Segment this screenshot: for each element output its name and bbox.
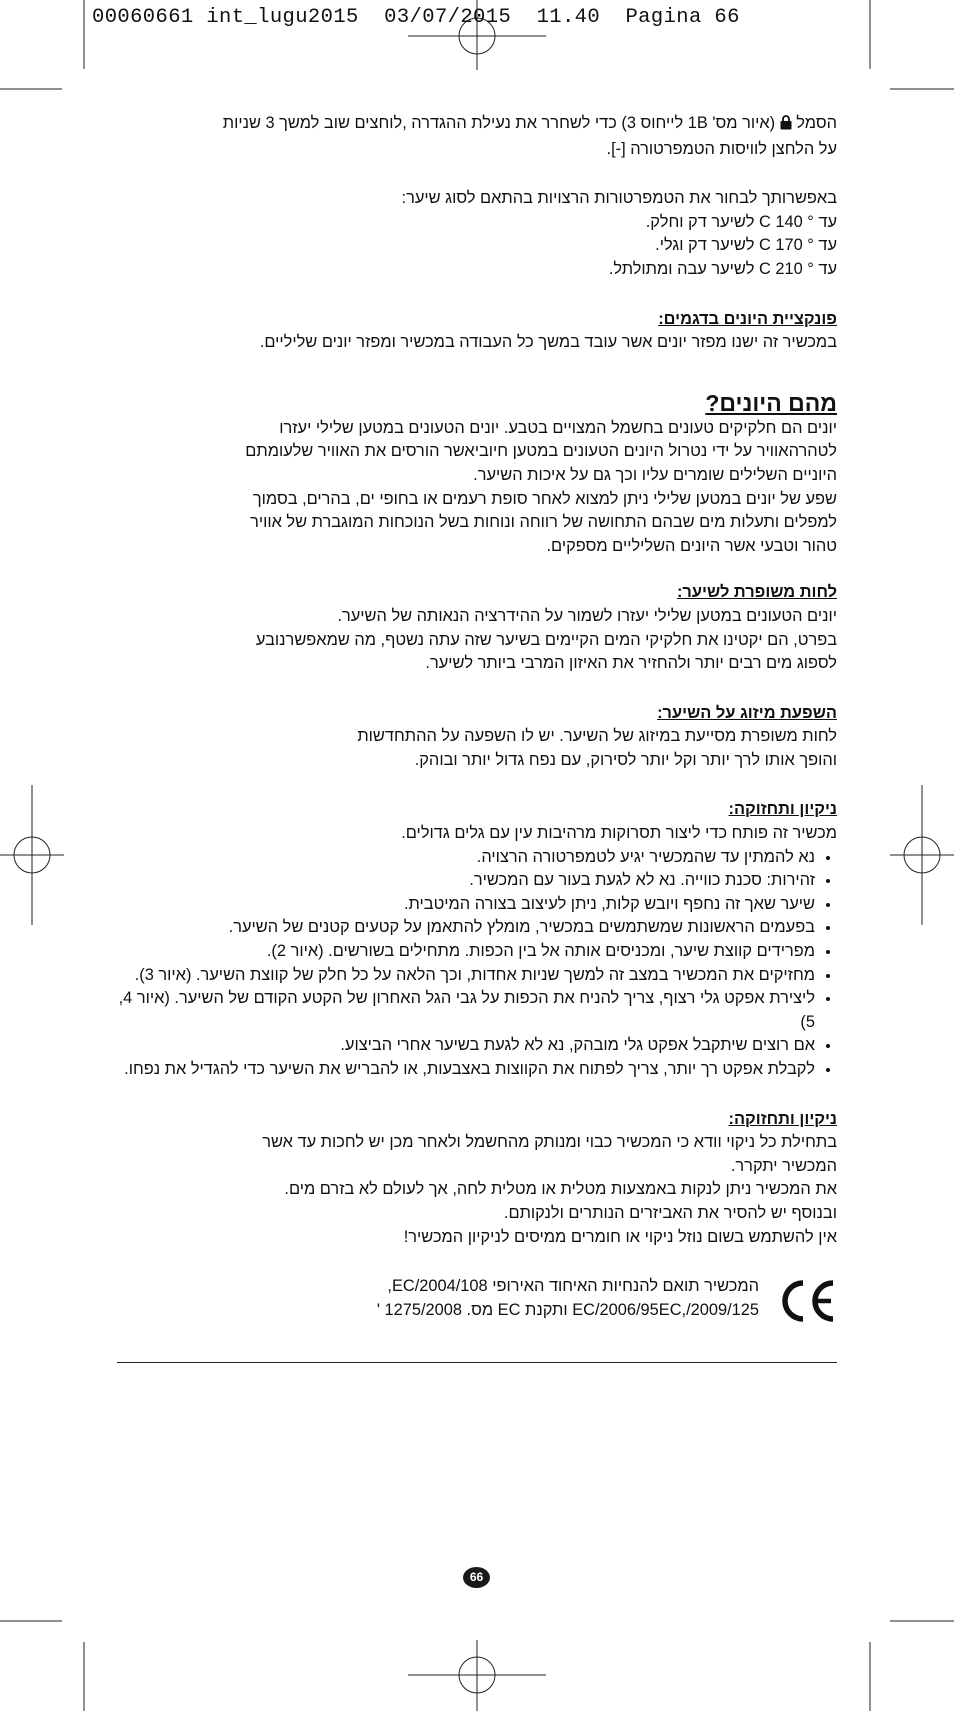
temperature-lead: באפשרותך לבחור את הטמפרטורות הרצויות בהתאם לסוג שיער: <box>401 189 837 208</box>
print-slug: 00060661 int_lugu2015 03/07/2015 11.40 Pagina 66 <box>92 6 740 29</box>
list-item: • זהירות: סכנת כווייה. נא לא לגעת בעור עם המכשיר. <box>112 869 815 893</box>
intro-line-1-text: (איור מס' 1B לייחוס 3) כדי לשחרר את נעילת ההגדרה ,לוחצים שוב למשך 3 שניות <box>222 114 776 132</box>
list-item: • לקבלת אפקט רך יותר, צריך לפתוח את הקווצות באצבעות, או להבריש את השיער כדי להגדיל את נפחו. <box>112 1058 815 1082</box>
moisture-line: לספוג מים רבים יותר ולהחזיר את האיזון המרבי ביותר לשיער. <box>425 654 837 673</box>
maintenance-section-1 <box>112 798 837 1081</box>
page-content <box>112 112 837 1331</box>
maintenance-heading-1: ניקיון ותחזוקה: <box>728 800 837 819</box>
what-ions-line: לטהרהאוויר על ידי נטרול היונים הטעונים במטען חיוביאשר הורסים את האוויר שלעומתם <box>245 442 837 461</box>
list-item: • ליצירת אפקט גלי רצוף, צריך להניח את הכפות על גבי הגל האחרון של הקטע הקודם של השיער. (איור 4, 5) <box>112 987 815 1034</box>
temperature-section <box>112 187 837 281</box>
ion-function-text: במכשיר זה ישנו מפזר יונים אשר עובד במשך כל העבודה במכשיר ומפזר יונים שליליים. <box>259 333 837 352</box>
temperature-item: עד ° C 170 לשיער דק וגלי. <box>655 236 837 255</box>
compliance-line-2: EC/2006/95EC,/2009/125 ותקנת EC מס. 1275/2008 ' <box>376 1300 759 1319</box>
compliance-text <box>377 1275 759 1322</box>
list-item: • שיער שאך זה נחפף ויובש קלות, ניתן לעיצוב בצורה המיטבית. <box>112 893 815 917</box>
list-item: • מחזיקים את המכשיר במצב זה למשך שניות אחדות, וכך הלאה על כל חלק של קווצת השיער. (איור 3). <box>112 964 815 988</box>
moisture-section <box>112 581 837 675</box>
what-ions-line: היוניים השלילים שומרים עליו וכך גם על איכות השיער. <box>473 465 837 484</box>
lock-icon <box>780 114 792 138</box>
footer-divider <box>117 1362 837 1363</box>
what-ions-line: למפלים ותעלות מים שבהם התחושה של רווחה ונוחות בשל הנוכחות המוגברת של אוויר <box>250 513 837 532</box>
page-number-badge: 66 <box>463 1567 490 1588</box>
styling-effect-heading: השפעת מיזוג על השיער: <box>657 703 837 722</box>
what-ions-heading: מהם היונים? <box>705 389 837 416</box>
cleaning-line: ובנוסף יש להסיר את האביזרים הנותרים ולנקותם. <box>503 1203 837 1222</box>
what-ions-line: שפע של יונים במטען שלילי ניתן למצוא לאחר סופת רעמים או בחופי ים, בהרים, בסמוך <box>252 489 837 508</box>
intro-symbol-label: הסמל <box>796 114 837 132</box>
intro-line-2: על הלחצן לוויסות הטמפרטורה [-]. <box>606 139 837 158</box>
intro-section <box>112 112 837 161</box>
styling-effect-line: לחות משופרת מסייעת במיזוג של השיער. יש לו השפעה על ההתחדשות <box>357 727 837 746</box>
moisture-heading: לחות משופרת לשיער: <box>676 583 837 602</box>
temperature-item: עד ° C 140 לשיער דק וחלק. <box>645 212 837 231</box>
maintenance-section-2 <box>112 1108 837 1250</box>
maintenance-heading-2: ניקיון ותחזוקה: <box>728 1109 837 1128</box>
maintenance-bullet-list <box>112 846 837 1082</box>
temperature-item: עד ° C 210 לשיער עבה ומתולתל. <box>608 259 837 278</box>
list-item: • בפעמים הראשונות שמשתמשים במכשיר, מומלץ להתאמן על קטעים קטנים של השיער. <box>112 916 815 940</box>
cleaning-line: המכשיר יתקרר. <box>730 1156 837 1175</box>
list-item: • אם רוצים שיתקבל אפקט גלי מובהק, נא לא לגעת בשיער אחרי הביצוע. <box>112 1034 815 1058</box>
list-item: • נא להמתין עד שהמכשיר יגיע לטמפרטורה הרצויה. <box>112 846 815 870</box>
compliance-line-1: המכשיר תואם להנחיות האיחוד האירופי EC/2004/108, <box>387 1277 759 1296</box>
ce-mark-icon <box>777 1279 837 1331</box>
ion-function-section <box>112 308 837 355</box>
styling-effect-section <box>112 702 837 773</box>
ion-function-heading: פונקציית היונים בדגמים: <box>658 309 837 328</box>
what-ions-section <box>112 389 837 559</box>
styling-effect-line: והופך אותו לרך יותר וקל יותר לסירוק, עם נפח גדול יותר ובוהק. <box>414 750 837 769</box>
compliance-block <box>112 1275 837 1331</box>
what-ions-line: טהור וטבעי אשר היונים השליליים מספקים. <box>546 536 837 555</box>
moisture-line: יונים הטעונים במטען שלילי יעזרו לשמור על ההידרציה הנאותה של השיער. <box>337 606 837 625</box>
cleaning-line: אין להשתמש בשום נוזל ניקוי או חומרים ממיסים לניקיון המכשיר! <box>403 1227 837 1246</box>
intro-line-1 <box>112 112 837 138</box>
what-ions-line: יונים הם חלקיקים טעונים בחשמל המצויים בטבע. יונים הטעונים במטען שלילי יעזרו <box>279 418 837 437</box>
maintenance-lead: מכשיר זה פותח כדי ליצור תסרוקות מרהיבות עין עם גלים גדולים. <box>401 824 837 843</box>
moisture-line: בפרט, הם יקטינו את חלקיקי המים הקיימים בשיער שזה עתה נשטף, מה שמאפשרנובע <box>255 630 837 649</box>
cleaning-line: בתחילת כל ניקוי וודא כי המכשיר כבוי ומנותק מהחשמל ולאחר מכן יש לחכות עד אשר <box>262 1133 837 1152</box>
list-item: • מפרידים קווצת שיער, ומכניסים אותה אל בין הכפות. מתחילים בשורשים. (איור 2). <box>112 940 815 964</box>
cleaning-line: את המכשיר ניתן לנקות באמצעות מטלית או מטלית לחה, אך לעולם לא בזרם מים. <box>284 1180 837 1199</box>
